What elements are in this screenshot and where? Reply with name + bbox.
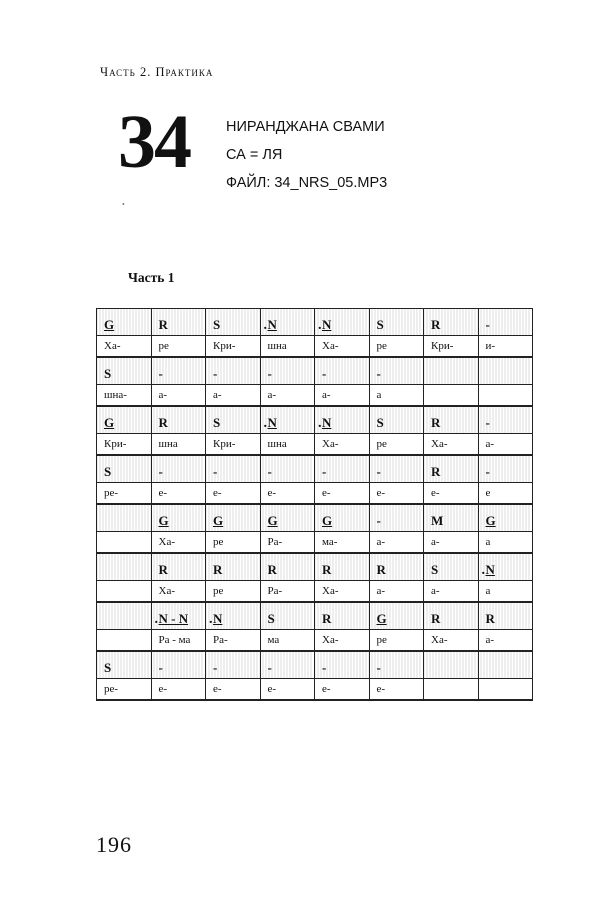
lyric-cell: Кри- — [206, 434, 261, 456]
note-cell — [97, 553, 152, 581]
lyric-cell: ма- — [315, 532, 370, 554]
note-cell: S — [369, 406, 424, 434]
lyric-cell: а- — [424, 532, 479, 554]
note-cell: G — [97, 309, 152, 336]
note-cell: R — [424, 455, 479, 483]
note-cell: R — [315, 553, 370, 581]
note-cell: - — [260, 455, 315, 483]
lyric-cell: а- — [151, 385, 206, 407]
notation-block — [97, 406, 533, 455]
lyric-cell: и- — [478, 336, 533, 358]
artist-name: НИРАНДЖАНА СВАМИ — [226, 119, 385, 135]
note-cell: N . — [206, 602, 261, 630]
note-cell: - — [369, 651, 424, 679]
note-cell: S — [206, 309, 261, 336]
note-cell — [97, 602, 152, 630]
track-info — [226, 117, 387, 201]
note-cell: G — [315, 504, 370, 532]
note-cell: - — [260, 651, 315, 679]
part-label: Часть 1 — [128, 270, 175, 285]
lyric-cell — [97, 581, 152, 603]
note-cell: - — [206, 357, 261, 385]
lyric-cell: е- — [206, 483, 261, 505]
note-cell: - — [478, 455, 533, 483]
key-info: СА = ЛЯ — [226, 147, 283, 163]
note-cell: R — [424, 309, 479, 336]
note-cell: G — [369, 602, 424, 630]
note-cell: - — [260, 357, 315, 385]
lyric-cell: а- — [369, 581, 424, 603]
note-cell: N . — [260, 406, 315, 434]
note-cell: G — [478, 504, 533, 532]
lyric-cell: Ха- — [424, 630, 479, 652]
lyric-cell: Ха- — [315, 434, 370, 456]
note-cell: - — [151, 357, 206, 385]
lyric-cell: Кри- — [424, 336, 479, 358]
note-cell: R — [478, 602, 533, 630]
note-cell: S — [97, 455, 152, 483]
lyric-cell: Кри- — [97, 434, 152, 456]
note-cell: - — [369, 357, 424, 385]
lyric-cell: ре- — [97, 483, 152, 505]
notation-block — [97, 553, 533, 602]
notation-block — [97, 357, 533, 406]
notation-block — [97, 455, 533, 504]
running-head: Часть 2. Практика — [100, 65, 214, 79]
note-cell: - — [206, 651, 261, 679]
note-cell: S — [424, 553, 479, 581]
lyric-cell: е- — [206, 679, 261, 701]
note-cell — [478, 651, 533, 679]
lyrics-row — [97, 483, 533, 505]
note-cell: - — [206, 455, 261, 483]
lyric-cell — [97, 532, 152, 554]
lyric-cell: а — [478, 532, 533, 554]
notes-row — [97, 553, 533, 581]
lyric-cell: ре- — [97, 679, 152, 701]
note-cell: - — [369, 504, 424, 532]
lyric-cell — [424, 679, 479, 701]
lyric-cell: Ха- — [315, 581, 370, 603]
note-cell: - — [315, 357, 370, 385]
note-cell: - — [315, 651, 370, 679]
track-number: 34 — [118, 100, 190, 184]
lyric-cell: Ра - ма — [151, 630, 206, 652]
lyric-cell: Ха- — [151, 581, 206, 603]
lyric-cell: ре — [206, 532, 261, 554]
notes-row — [97, 504, 533, 532]
lyric-cell: е- — [369, 679, 424, 701]
lyric-cell: Ра- — [260, 532, 315, 554]
note-cell: R — [151, 309, 206, 336]
notation-block — [97, 309, 533, 358]
note-cell: G — [206, 504, 261, 532]
lyric-cell — [97, 630, 152, 652]
note-cell: - — [151, 651, 206, 679]
lyric-cell: а- — [206, 385, 261, 407]
note-cell: R — [315, 602, 370, 630]
lyric-cell: шна — [151, 434, 206, 456]
lyric-cell: Кри- — [206, 336, 261, 358]
note-cell — [424, 651, 479, 679]
lyric-cell — [478, 679, 533, 701]
lyric-cell: Ха- — [315, 336, 370, 358]
lyric-cell: ре — [206, 581, 261, 603]
note-cell — [478, 357, 533, 385]
lyric-cell: е- — [369, 483, 424, 505]
lyric-cell: а- — [260, 385, 315, 407]
lyric-cell: ре — [369, 434, 424, 456]
notes-row — [97, 309, 533, 336]
note-cell — [424, 357, 479, 385]
notation-block — [97, 602, 533, 651]
note-cell: R — [424, 602, 479, 630]
notes-row — [97, 651, 533, 679]
lyric-cell: ре — [369, 336, 424, 358]
lyric-cell: Ха- — [97, 336, 152, 358]
lyrics-row — [97, 532, 533, 554]
stray-mark: • — [122, 200, 125, 209]
note-cell: S — [260, 602, 315, 630]
lyric-cell: шна — [260, 434, 315, 456]
notes-row — [97, 455, 533, 483]
lyrics-row — [97, 679, 533, 701]
lyric-cell: а- — [424, 581, 479, 603]
note-cell: R — [151, 553, 206, 581]
note-cell: N . — [315, 406, 370, 434]
lyric-cell: а — [478, 581, 533, 603]
note-cell: N . — [315, 309, 370, 336]
note-cell — [97, 504, 152, 532]
note-cell: S — [97, 357, 152, 385]
note-cell: - — [151, 455, 206, 483]
note-cell: S — [206, 406, 261, 434]
note-cell: S — [97, 651, 152, 679]
note-cell: G — [151, 504, 206, 532]
lyric-cell: Ха- — [151, 532, 206, 554]
page-number: 196 — [96, 832, 132, 857]
lyric-cell — [478, 385, 533, 407]
note-cell: N - N . — [151, 602, 206, 630]
lyric-cell — [424, 385, 479, 407]
note-cell: R — [206, 553, 261, 581]
note-cell: - — [478, 309, 533, 336]
lyric-cell: а- — [315, 385, 370, 407]
lyric-cell: Ра- — [260, 581, 315, 603]
notes-row — [97, 602, 533, 630]
note-cell: S — [369, 309, 424, 336]
lyrics-row — [97, 630, 533, 652]
lyric-cell: а- — [478, 630, 533, 652]
lyric-cell: ма — [260, 630, 315, 652]
note-cell: N . — [478, 553, 533, 581]
note-cell: R — [151, 406, 206, 434]
note-cell: - — [369, 455, 424, 483]
lyric-cell: е- — [260, 679, 315, 701]
notes-row — [97, 406, 533, 434]
lyric-cell: а — [369, 385, 424, 407]
lyric-cell: е- — [151, 483, 206, 505]
notation-block — [97, 504, 533, 553]
lyrics-row — [97, 385, 533, 407]
lyrics-row — [97, 581, 533, 603]
lyric-cell: ре — [369, 630, 424, 652]
lyric-cell: е- — [260, 483, 315, 505]
note-cell: R — [424, 406, 479, 434]
lyric-cell: шна — [260, 336, 315, 358]
lyric-cell: ре — [151, 336, 206, 358]
note-cell: N . — [260, 309, 315, 336]
file-name: ФАЙЛ: 34_NRS_05.MP3 — [226, 175, 388, 191]
notes-row — [97, 357, 533, 385]
lyrics-row — [97, 434, 533, 456]
note-cell: G — [97, 406, 152, 434]
note-cell: R — [260, 553, 315, 581]
notation-block — [97, 651, 533, 700]
lyric-cell: е- — [315, 483, 370, 505]
lyric-cell: е- — [151, 679, 206, 701]
lyric-cell: Ра- — [206, 630, 261, 652]
note-cell: M — [424, 504, 479, 532]
lyrics-row — [97, 336, 533, 358]
lyric-cell: е- — [424, 483, 479, 505]
note-cell: - — [315, 455, 370, 483]
lyric-cell: е — [478, 483, 533, 505]
lyric-cell: а- — [369, 532, 424, 554]
lyric-cell: Ха- — [315, 630, 370, 652]
lyric-cell: Ха- — [424, 434, 479, 456]
lyric-cell: е- — [315, 679, 370, 701]
note-cell: G — [260, 504, 315, 532]
note-cell: R — [369, 553, 424, 581]
notation-table — [96, 308, 533, 701]
note-cell: - — [478, 406, 533, 434]
lyric-cell: шна- — [97, 385, 152, 407]
lyric-cell: а- — [478, 434, 533, 456]
